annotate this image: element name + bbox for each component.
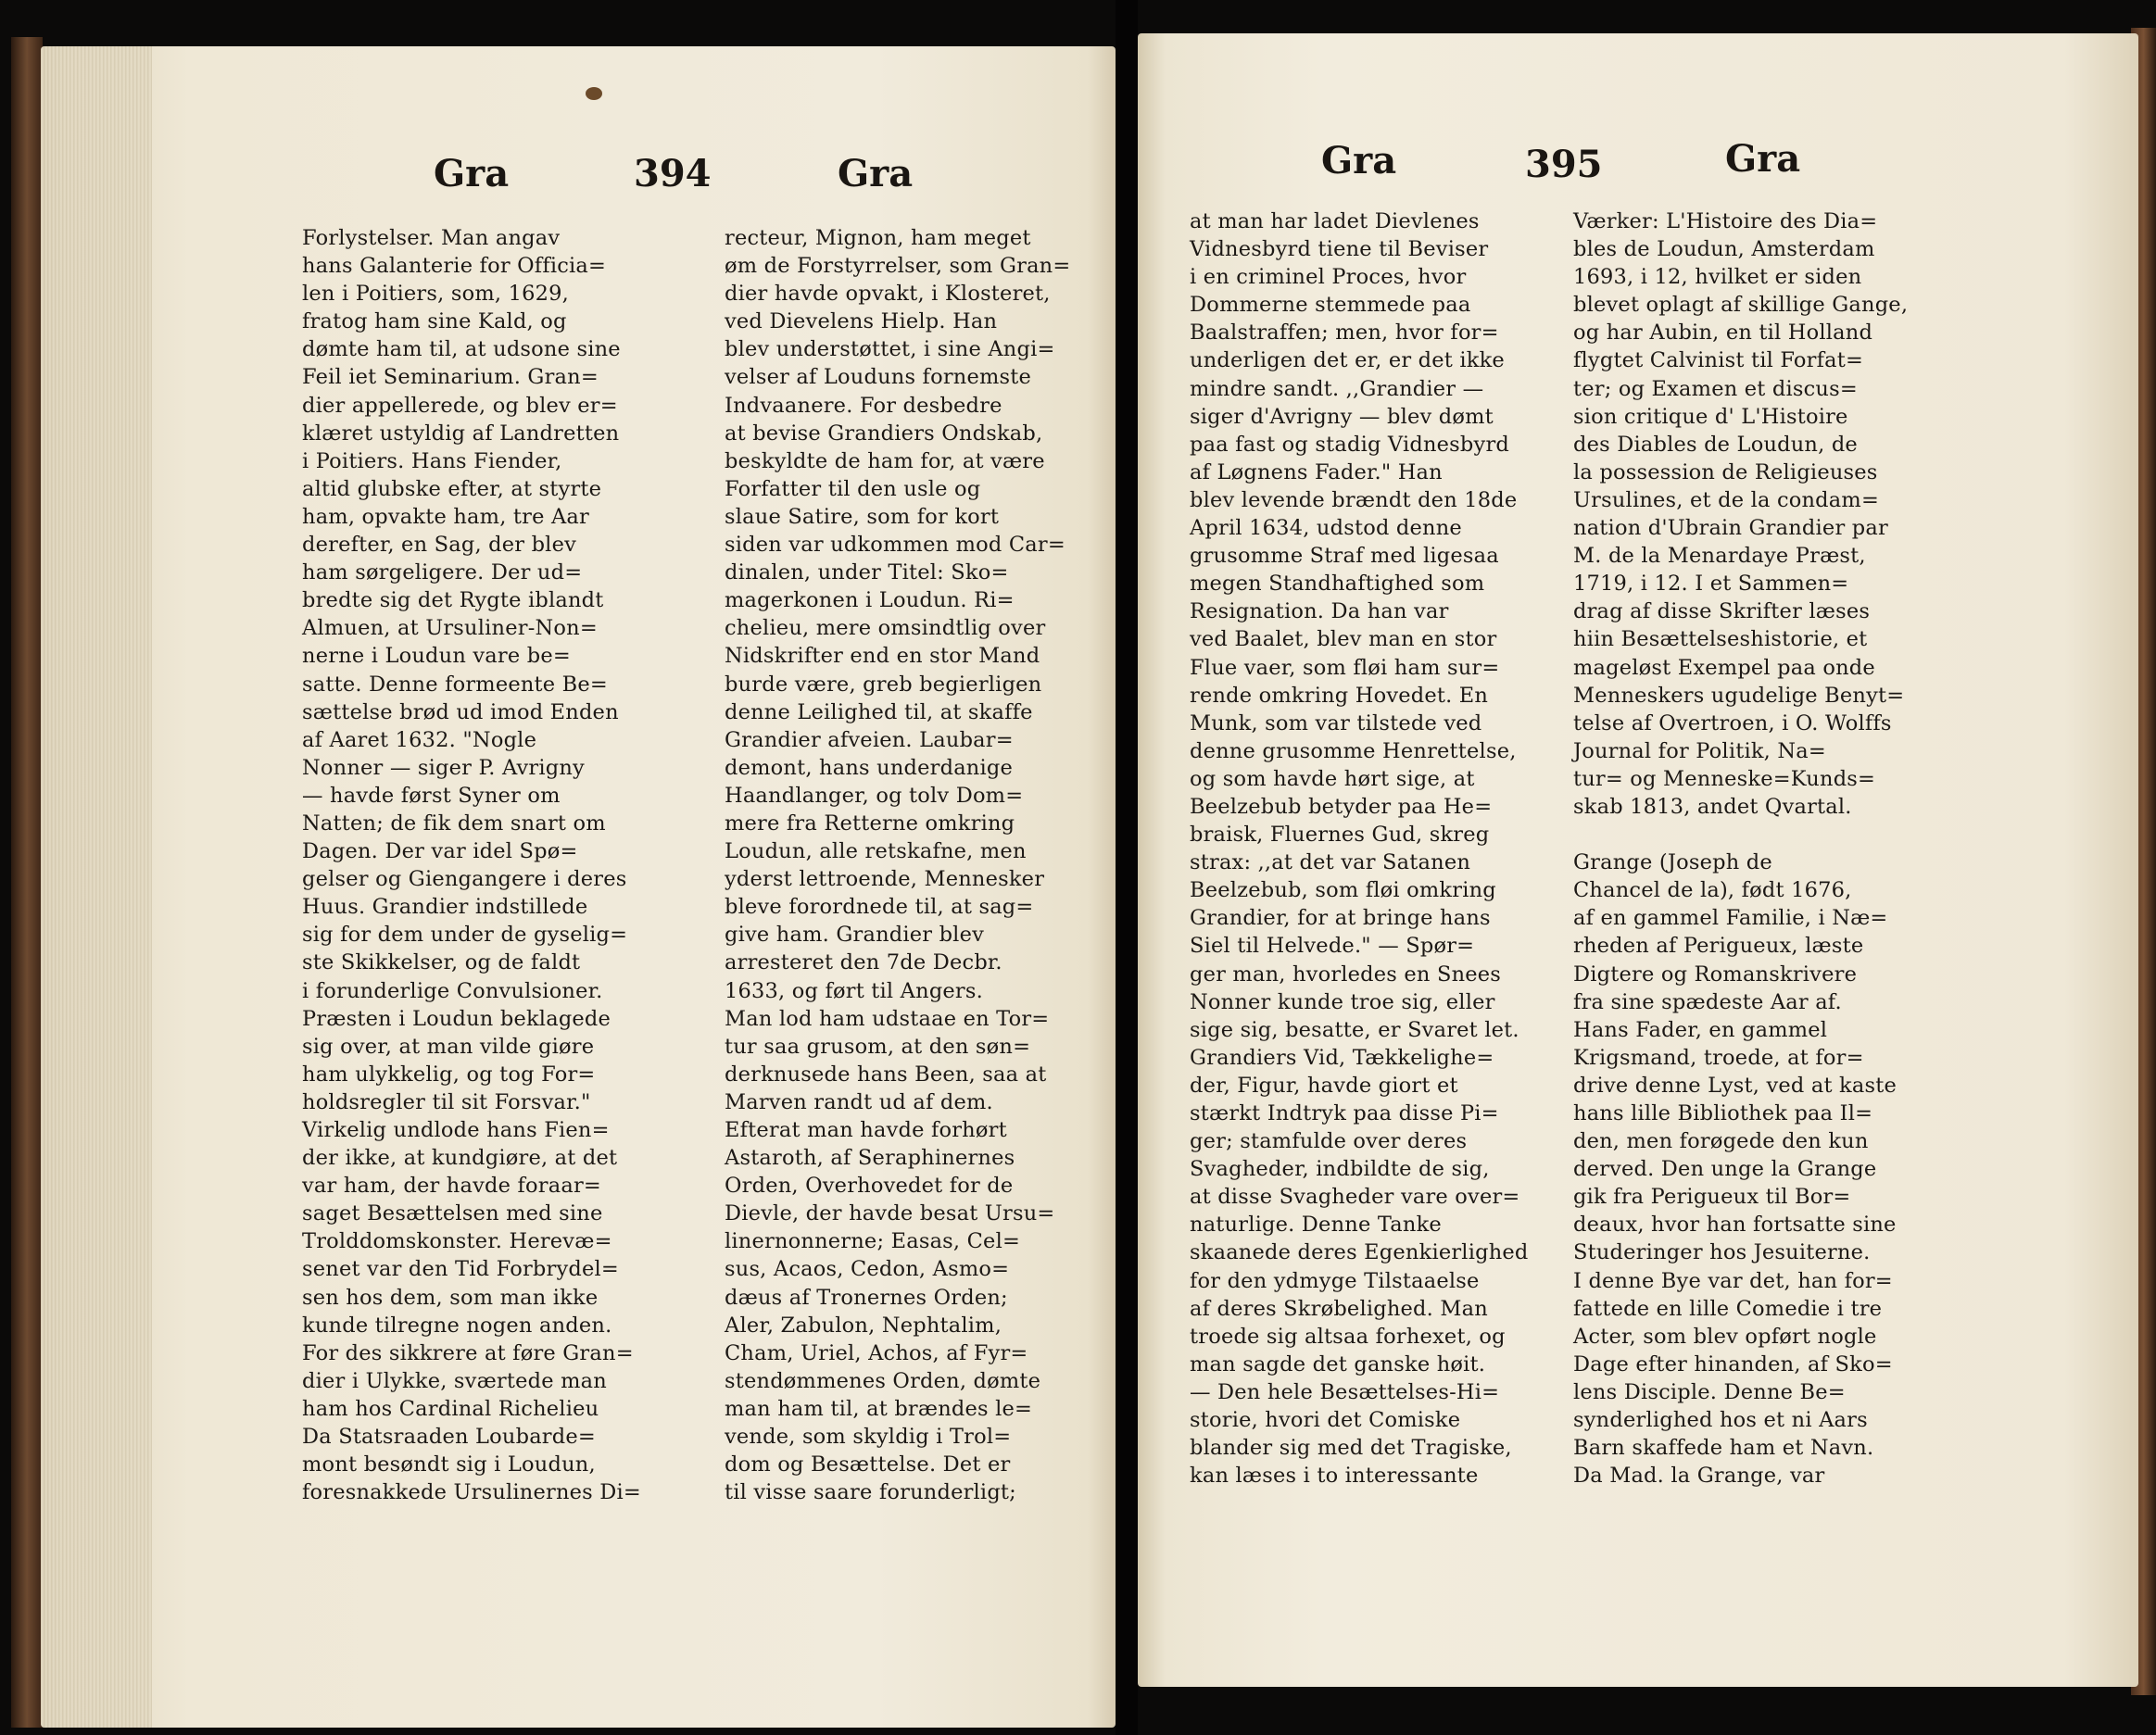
text-line: braisk, Fluernes Gud, skreg (1190, 823, 1490, 848)
text-line: lens Disciple. Denne Be= (1573, 1379, 1846, 1404)
text-line: skab 1813, andet Qvartal. (1573, 794, 1852, 819)
text-line: ter; og Examen et discus= (1573, 376, 1858, 401)
text-line: Grandier, for at bringe hans (1190, 906, 1491, 931)
text-line: Grandiers Vid, Tækkelighe= (1190, 1045, 1494, 1070)
text-line: denne Leilighed til, at skaffe (725, 699, 1033, 724)
text-line: sus, Acaos, Cedon, Asmo= (725, 1257, 1010, 1282)
text-line: Nidskrifter end en stor Mand (725, 644, 1040, 669)
text-line: Dommerne stemmede paa (1190, 293, 1471, 318)
text-line: kunde tilregne nogen anden. (302, 1313, 612, 1338)
text-line: vende, som skyldig i Trol= (725, 1425, 1012, 1450)
page-number: 395 (1525, 143, 1603, 186)
text-line: slaue Satire, som for kort (725, 504, 1000, 529)
text-line: denne grusomme Henrettelse, (1190, 738, 1517, 763)
text-line: sig for dem under de gyselig= (302, 923, 628, 948)
text-line: fra sine spædeste Aar af. (1573, 989, 1842, 1014)
text-line: at disse Svagheder vare over= (1190, 1185, 1520, 1210)
text-line: derknusede hans Been, saa at (725, 1062, 1047, 1087)
text-line: Virkelig undlode hans Fien= (302, 1118, 610, 1142)
text-line: saget Besættelsen med sine (302, 1201, 603, 1226)
text-line: Præsten i Loudun beklagede (302, 1006, 611, 1031)
text-line: Haandlanger, og tolv Dom= (725, 783, 1024, 808)
text-line: blander sig med det Tragiske, (1190, 1436, 1512, 1461)
text-line: chelieu, mere omsindtlig over (725, 616, 1046, 641)
text-line: drive denne Lyst, ved at kaste (1573, 1073, 1897, 1098)
text-line: 1633, og ført til Angers. (725, 978, 983, 1003)
text-line: Nonner — siger P. Avrigny (302, 755, 585, 780)
text-line: Almuen, at Ursuliner-Non= (302, 616, 598, 641)
text-line: give ham. Grandier blev (725, 923, 985, 948)
text-line: hiin Besættelseshistorie, et (1573, 627, 1868, 652)
text-line: ham, opvakte ham, tre Aar (302, 504, 589, 529)
text-column-1 (302, 224, 641, 1506)
text-line: mindre sandt. ,,Grandier — (1190, 376, 1484, 401)
text-line: Marven randt ud af dem. (725, 1089, 993, 1114)
text-line: Trolddomskonster. Herevæ= (302, 1229, 612, 1254)
text-line: drag af disse Skrifter læses (1573, 599, 1871, 624)
text-line: Flue vaer, som fløi ham sur= (1190, 655, 1500, 680)
text-line: i forunderlige Convulsioner. (302, 978, 603, 1003)
text-line: magerkonen i Loudun. Ri= (725, 588, 1015, 613)
right-page (1138, 33, 2138, 1687)
text-line: Cham, Uriel, Achos, af Fyr= (725, 1340, 1028, 1365)
text-line: Resignation. Da han var (1190, 599, 1449, 624)
text-line: stendømmenes Orden, dømte (725, 1368, 1041, 1393)
header-left-word: Gra (1321, 139, 1397, 182)
text-line: Dage efter hinanden, af Sko= (1573, 1352, 1893, 1377)
text-line: i Poitiers. Hans Fiender, (302, 448, 562, 473)
text-line: den, men forøgede den kun (1573, 1129, 1869, 1154)
text-line: Menneskers ugudelige Benyt= (1573, 683, 1905, 708)
text-line: ham hos Cardinal Richelieu (302, 1396, 599, 1421)
text-line: hans Galanterie for Officia= (302, 254, 607, 279)
text-line: ved Dievelens Hielp. Han (725, 309, 998, 334)
text-line: Orden, Overhovedet for de (725, 1174, 1014, 1199)
text-line: Loudun, alle retskafne, men (725, 839, 1027, 864)
text-line: Baalstraffen; men, hvor for= (1190, 321, 1499, 346)
text-line: Ursulines, et de la condam= (1573, 487, 1879, 512)
text-line: Vidnesbyrd tiene til Beviser (1190, 237, 1489, 262)
text-line: der, Figur, havde giort et (1190, 1073, 1458, 1098)
text-line: underligen det er, er det ikke (1190, 348, 1505, 373)
text-line: strax: ,,at det var Satanen (1190, 850, 1471, 875)
text-line: sen hos dem, som man ikke (302, 1285, 599, 1310)
text-line: senet var den Tid Forbrydel= (302, 1257, 619, 1282)
header-left-word: Gra (434, 152, 510, 195)
text-line: yderst lettroende, Mennesker (725, 867, 1045, 892)
text-line: arresteret den 7de Decbr. (725, 950, 1002, 975)
text-line: ger man, hvorledes en Snees (1190, 962, 1502, 987)
text-line: len i Poitiers, som, 1629, (302, 282, 569, 307)
text-line: siden var udkommen mod Car= (725, 533, 1065, 558)
text-column-2 (1573, 207, 1908, 1490)
ink-spot (586, 87, 602, 100)
text-line: Astaroth, af Seraphinernes (725, 1146, 1015, 1171)
text-line: nation d'Ubrain Grandier par (1573, 516, 1888, 541)
text-line: øm de Forstyrrelser, som Gran= (725, 254, 1071, 279)
text-line: demont, hans underdanige (725, 755, 1014, 780)
text-line: man ham til, at brændes le= (725, 1396, 1033, 1421)
text-line: dæus af Tronernes Orden; (725, 1285, 1008, 1310)
text-line: 1693, i 12, hvilket er siden (1573, 265, 1862, 290)
text-line: sion critique d' L'Histoire (1573, 404, 1848, 429)
text-line: af Løgnens Fader." Han (1190, 459, 1443, 484)
text-line: Værker: L'Histoire des Dia= (1573, 209, 1878, 233)
text-line: deaux, hvor han fortsatte sine (1573, 1213, 1897, 1238)
page-number: 394 (634, 152, 712, 195)
text-line: sig over, at man vilde giøre (302, 1034, 595, 1059)
text-line: burde være, greb begierligen (725, 672, 1042, 697)
text-line: at man har ladet Dievlenes (1190, 209, 1480, 233)
text-line: Man lod ham udstaae en Tor= (725, 1006, 1050, 1031)
text-line: Aler, Zabulon, Nephtalim, (725, 1313, 1002, 1338)
text-line: bredte sig det Rygte iblandt (302, 588, 604, 613)
text-line: af Aaret 1632. "Nogle (302, 727, 537, 752)
text-line: altid glubske efter, at styrte (302, 476, 602, 501)
text-line: ste Skikkelser, og de faldt (302, 950, 581, 975)
text-line: telse af Overtroen, i O. Wolffs (1573, 710, 1892, 735)
text-line: Indvaanere. For desbedre (725, 393, 1002, 418)
text-line: og som havde hørt sige, at (1190, 766, 1475, 791)
text-column-1 (1190, 207, 1529, 1490)
text-line: Munk, som var tilstede ved (1190, 710, 1482, 735)
text-line: Hans Fader, en gammel (1573, 1017, 1828, 1042)
text-line: rende omkring Hovedet. En (1190, 683, 1489, 708)
text-line: Feil iet Seminarium. Gran= (302, 365, 599, 390)
text-line: grusomme Straf med ligesaa (1190, 544, 1499, 569)
text-line: foresnakkede Ursulinernes Di= (302, 1480, 641, 1505)
text-line: 1719, i 12. I et Sammen= (1573, 572, 1849, 597)
text-line: Forfatter til den usle og (725, 476, 981, 501)
text-line: Digtere og Romanskrivere (1573, 962, 1858, 987)
text-line: hans lille Bibliothek paa Il= (1573, 1101, 1873, 1125)
text-line: — Den hele Besættelses-Hi= (1190, 1379, 1500, 1404)
text-line: tur saa grusom, at den søn= (725, 1034, 1031, 1059)
text-line: April 1634, udstod denne (1190, 516, 1462, 541)
text-line: Efterat man havde forhørt (725, 1118, 1007, 1142)
text-line: ham sørgeligere. Der ud= (302, 560, 583, 585)
text-line: Natten; de fik dem snart om (302, 811, 606, 836)
text-line: — havde først Syner om (302, 783, 561, 808)
text-line: Da Mad. la Grange, var (1573, 1464, 1825, 1489)
text-line: Studeringer hos Jesuiterne. (1573, 1240, 1871, 1265)
text-line: Chancel de la), født 1676, (1573, 878, 1852, 903)
text-line: ger; stamfulde over deres (1190, 1129, 1468, 1154)
text-line: dier i Ulykke, sværtede man (302, 1368, 607, 1393)
text-line: ved Baalet, blev man en stor (1190, 627, 1497, 652)
text-line: gik fra Perigueux til Bor= (1573, 1185, 1851, 1210)
text-line: dom og Besættelse. Det er (725, 1452, 1011, 1477)
text-line: der ikke, at kundgiøre, at det (302, 1146, 618, 1171)
text-line: var ham, der havde foraar= (302, 1174, 601, 1199)
header-right-word: Gra (1725, 137, 1801, 181)
text-line: mere fra Retterne omkring (725, 811, 1015, 836)
text-column-2 (725, 224, 1070, 1506)
text-line: dinalen, under Titel: Sko= (725, 560, 1009, 585)
page-edge-stack (41, 46, 152, 1728)
text-line: paa fast og stadig Vidnesbyrd (1190, 432, 1510, 457)
text-line: velser af Louduns fornemste (725, 365, 1032, 390)
text-line: fratog ham sine Kald, og (302, 309, 567, 334)
text-line: af deres Skrøbelighed. Man (1190, 1296, 1488, 1321)
text-line: bles de Loudun, Amsterdam (1573, 237, 1875, 262)
text-line: tur= og Menneske=Kunds= (1573, 766, 1876, 791)
text-line: Forlystelser. Man angav (302, 226, 561, 250)
text-line: troede sig altsaa forhexet, og (1190, 1324, 1506, 1349)
text-line: Siel til Helvede." — Spør= (1190, 934, 1475, 959)
text-line: holdsregler til sit Forsvar." (302, 1089, 591, 1114)
text-line: mont besøndt sig i Loudun, (302, 1452, 596, 1477)
text-line: dier havde opvakt, i Klosteret, (725, 282, 1051, 307)
text-line: I denne Bye var det, han for= (1573, 1268, 1893, 1293)
text-line: Beelzebub, som fløi omkring (1190, 878, 1496, 903)
text-line: ham ulykkelig, og tog For= (302, 1062, 596, 1087)
text-line: fattede en lille Comedie i tre (1573, 1296, 1883, 1321)
text-line: siger d'Avrigny — blev dømt (1190, 404, 1494, 429)
text-line: sættelse brød ud imod Enden (302, 699, 619, 724)
text-line: derefter, en Sag, der blev (302, 533, 577, 558)
text-line: Krigsmand, troede, at for= (1573, 1045, 1864, 1070)
text-line: M. de la Menardaye Præst, (1573, 544, 1866, 569)
text-line: Acter, som blev opført nogle (1573, 1324, 1877, 1349)
text-line: for den ydmyge Tilstaaelse (1190, 1268, 1480, 1293)
text-line: satte. Denne formeente Be= (302, 672, 608, 697)
text-line: beskyldte de ham for, at være (725, 448, 1045, 473)
text-line: synderlighed hos et ni Aars (1573, 1408, 1868, 1433)
text-line: blev levende brændt den 18de (1190, 487, 1518, 512)
text-line: derved. Den unge la Grange (1573, 1157, 1877, 1182)
text-line: stærkt Indtryk paa disse Pi= (1190, 1101, 1499, 1125)
text-line: Nonner kunde troe sig, eller (1190, 989, 1495, 1014)
text-line: mageløst Exempel paa onde (1573, 655, 1875, 680)
book-cover-left-edge (11, 37, 43, 1728)
text-line: recteur, Mignon, ham meget (725, 226, 1031, 250)
text-line: til visse saare forunderligt; (725, 1480, 1016, 1505)
text-line: la possession de Religieuses (1573, 459, 1878, 484)
book-gutter (1116, 0, 1138, 1735)
text-line: Dagen. Der var idel Spø= (302, 839, 578, 864)
text-line: Grandier afveien. Laubar= (725, 727, 1014, 752)
text-line: blev understøttet, i sine Angi= (725, 337, 1055, 362)
text-line: storie, hvori det Comiske (1190, 1408, 1461, 1433)
text-line: sige sig, besatte, er Svaret let. (1190, 1017, 1519, 1042)
text-line: flygtet Calvinist til Forfat= (1573, 348, 1864, 373)
text-line: Beelzebub betyder paa He= (1190, 794, 1493, 819)
text-line: naturlige. Denne Tanke (1190, 1213, 1442, 1238)
text-line: blevet oplagt af skillige Gange, (1573, 293, 1909, 318)
left-page (41, 46, 1116, 1728)
text-line (1573, 821, 1908, 849)
text-line: af en gammel Familie, i Næ= (1573, 906, 1888, 931)
text-line: og har Aubin, en til Holland (1573, 321, 1873, 346)
text-line: nerne i Loudun vare be= (302, 644, 571, 669)
text-line: at bevise Grandiers Ondskab, (725, 421, 1043, 446)
text-line: man sagde det ganske høit. (1190, 1352, 1486, 1377)
text-line: Dievle, der havde besat Ursu= (725, 1201, 1055, 1226)
text-line: megen Standhaftighed som (1190, 572, 1485, 597)
text-line: Barn skaffede ham et Navn. (1573, 1436, 1874, 1461)
text-line: gelser og Giengangere i deres (302, 867, 627, 892)
text-line: Grange (Joseph de (1573, 850, 1772, 875)
text-line: Huus. Grandier indstillede (302, 895, 588, 920)
text-line: bleve forordnede til, at sag= (725, 895, 1034, 920)
text-line: skaanede deres Egenkierlighed (1190, 1240, 1529, 1265)
text-line: dømte ham til, at udsone sine (302, 337, 621, 362)
text-line: Da Statsraaden Loubarde= (302, 1425, 596, 1450)
text-line: Journal for Politik, Na= (1573, 738, 1826, 763)
text-line: klæret ustyldig af Landretten (302, 421, 620, 446)
header-right-word: Gra (838, 152, 914, 195)
text-line: linernonnerne; Easas, Cel= (725, 1229, 1021, 1254)
text-line: des Diables de Loudun, de (1573, 432, 1858, 457)
text-line: kan læses i to interessante (1190, 1464, 1479, 1489)
text-line: Svagheder, indbildte de sig, (1190, 1157, 1490, 1182)
text-line: i en criminel Proces, hvor (1190, 265, 1467, 290)
text-line: rheden af Perigueux, læste (1573, 934, 1864, 959)
text-line: For des sikkrere at føre Gran= (302, 1340, 634, 1365)
text-line: dier appellerede, og blev er= (302, 393, 618, 418)
